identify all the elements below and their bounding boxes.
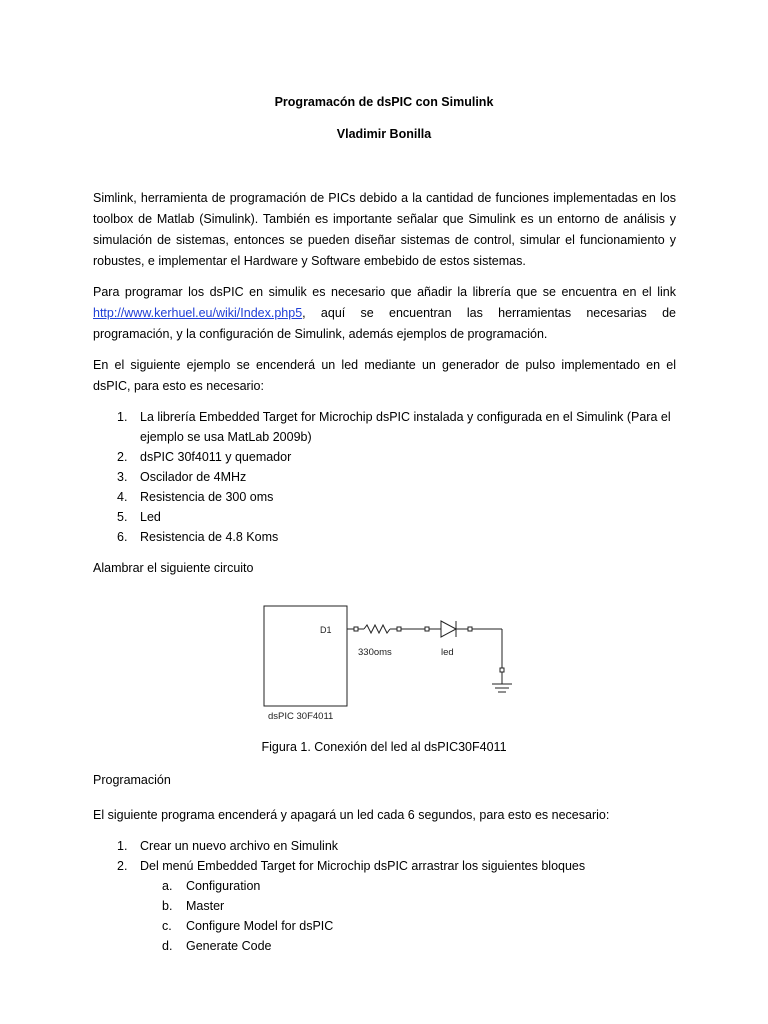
list-item-text: Generate Code [186,939,272,953]
resistor-symbol [364,625,390,633]
list-item-text: Led [140,510,161,524]
chip-label: dsPIC 30F4011 [268,711,334,722]
terminal [468,627,472,631]
blocks-sublist [140,876,333,956]
list-item-text: Resistencia de 300 oms [140,490,274,504]
list-item-text: Crear un nuevo archivo en Simulink [140,839,339,853]
list-item [140,936,333,956]
list-item-number: 1. [117,410,128,424]
list-item [140,916,333,936]
terminal [397,627,401,631]
list-item-number: 4. [117,490,128,504]
list-item-number: 2. [117,450,128,464]
led-label: led [441,647,454,658]
list-item-text: La librería Embedded Target for Microchip dsPIC instalada y configurada en el Simulink (Para el ejemplo se usa MatLab 2009b) [140,410,671,444]
document-title: Programacón de dsPIC con Simulink [274,95,494,109]
list-item-text: Configure Model for dsPIC [186,919,334,933]
pin-label: D1 [320,625,332,635]
terminal [354,627,358,631]
list-item [140,896,333,916]
led-diode-symbol [441,621,456,637]
list-item-letter: a. [162,879,173,893]
list-item-number: 1. [117,839,128,853]
paragraph-example: En el siguiente ejemplo se encenderá un led mediante un generador de pulso implementado en el dsPIC, para esto es necesario: [93,358,676,393]
list-item-number: 5. [117,510,128,524]
steps-list [93,836,676,876]
paragraph-program: El siguiente programa encenderá y apagará un led cada 6 segundos, para esto es necesario: [93,808,610,822]
list-item-letter: d. [162,939,173,953]
list-item [93,836,676,856]
list-item-number: 2. [117,859,128,873]
section-heading-programacion: Programación [93,773,171,787]
list-item-letter: b. [162,899,173,913]
paragraph-intro: Simlink, herramienta de programación de PICs debido a la cantidad de funciones implementadas en los toolbox de Matlab (Simulink). También es importante señalar que Simulink es un entorno de análisis y simulación de sistemas, entonces se pueden diseñar sistemas de control, simular el funcionamiento y robustes, e implementar el Hardware y Software embebido de estos sistemas. [93,191,676,268]
terminal [500,668,504,672]
list-item-text: Del menú Embedded Target for Microchip dsPIC arrastrar los siguientes bloques [140,859,586,873]
list-item-text: Master [186,899,225,913]
list-item-number: 6. [117,530,128,544]
document-author: Vladimir Bonilla [336,127,432,141]
list-item [140,876,333,896]
paragraph-library-text-2: , aquí se encuentran las herramientas necesarias de programación, y la configuración de Simulink, además ejemplos de programación. [93,306,676,341]
list-item-text: Resistencia de 4.8 Koms [140,530,279,544]
list-item [93,856,676,876]
circuit-heading: Alambrar el siguiente circuito [93,561,254,575]
list-item-letter: c. [162,919,172,933]
terminal [425,627,429,631]
list-item-number: 3. [117,470,128,484]
list-item-text: dsPIC 30f4011 y quemador [140,450,292,464]
kerhuel-link[interactable]: http://www.kerhuel.eu/wiki/Index.php5 [93,306,303,320]
list-item-text: Configuration [186,879,261,893]
paragraph-library-text-1: Para programar los dsPIC en simulik es necesario que añadir la librería que se encuentra en el link [93,285,676,299]
dspic-chip [264,606,347,706]
figure-caption: Figura 1. Conexión del led al dsPIC30F4011 [261,740,507,754]
resistor-label: 330oms [358,647,392,658]
list-item-text: Oscilador de 4MHz [140,470,247,484]
